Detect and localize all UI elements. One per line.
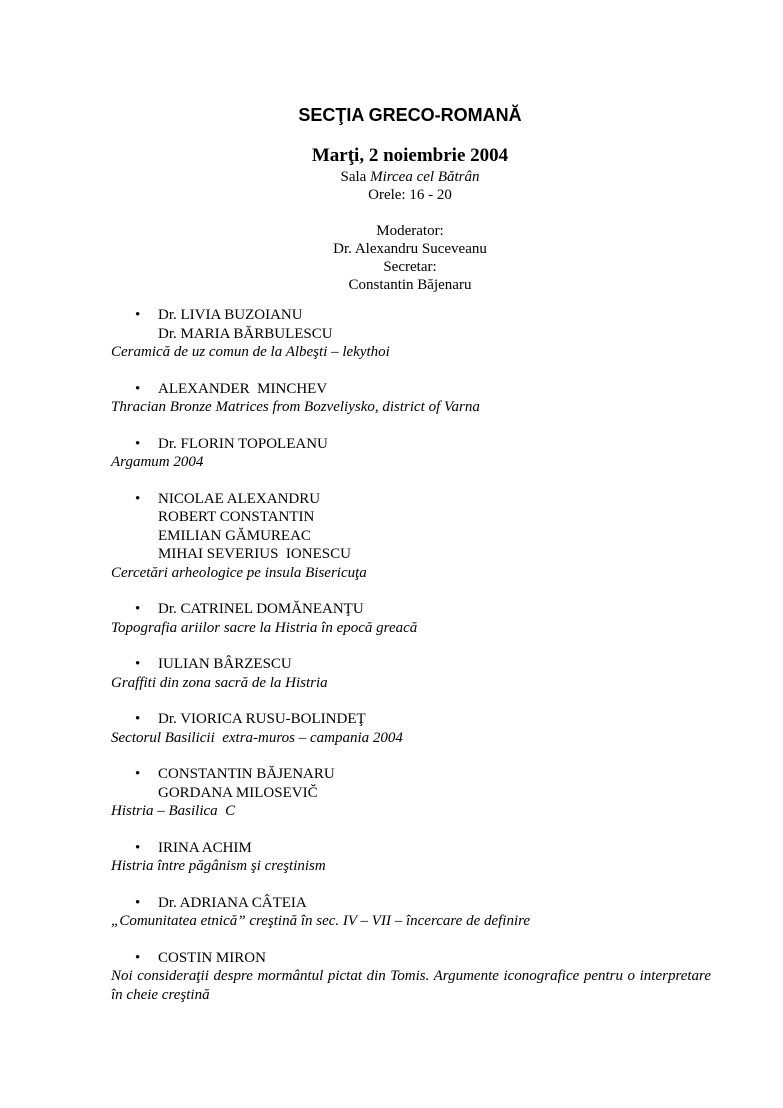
moderator-label: Moderator: bbox=[376, 223, 444, 239]
paper-entry bbox=[111, 655, 711, 692]
room-prefix: Sala bbox=[340, 169, 367, 185]
author-name: Dr. FLORIN TOPOLEANU bbox=[158, 435, 328, 452]
author-name: MIHAI SEVERIUS IONESCU bbox=[158, 546, 351, 562]
author-list bbox=[111, 894, 711, 913]
paper-title: Cercetări arheologice pe insula Bisericuţa bbox=[111, 564, 367, 581]
author-name: CONSTANTIN BĂJENARU bbox=[158, 766, 335, 782]
paper-title: Thracian Bronze Matrices from Bozveliysko, district of Varna bbox=[111, 399, 480, 415]
paper-title: Histria între păgânism şi creştinism bbox=[111, 858, 326, 874]
bullet-icon: • bbox=[135, 894, 141, 911]
paper-title: Ceramică de uz comun de la Albeşti – lekythoi bbox=[111, 344, 390, 360]
author-name: Dr. ADRIANA CÂTEIA bbox=[158, 894, 307, 911]
secretary-name: Constantin Băjenaru bbox=[348, 277, 472, 293]
session-date: Marţi, 2 noiembrie 2004 bbox=[311, 145, 509, 166]
moderator-name: Dr. Alexandru Suceveanu bbox=[333, 241, 487, 257]
paper-entry bbox=[111, 949, 715, 1005]
author-name: GORDANA MILOSEVIČ bbox=[158, 784, 318, 801]
author-list bbox=[111, 839, 711, 858]
bullet-icon: • bbox=[135, 656, 141, 672]
bullet-icon: • bbox=[135, 490, 141, 507]
author-name: EMILIAN GĂMUREAC bbox=[158, 527, 311, 544]
paper-entry bbox=[111, 710, 711, 747]
secretary-label: Secretar: bbox=[383, 259, 437, 275]
paper-entry bbox=[111, 600, 711, 637]
author-name: Dr. MARIA BĂRBULESCU bbox=[158, 325, 333, 342]
bullet-icon: • bbox=[135, 601, 141, 617]
paper-title: Topografia ariilor sacre la Histria în epocă greacă bbox=[111, 619, 418, 636]
author-name: IRINA ACHIM bbox=[158, 839, 252, 856]
author-name: Dr. LIVIA BUZOIANU bbox=[158, 307, 303, 323]
paper-entry bbox=[111, 894, 711, 931]
room-name: Mircea cel Bătrân bbox=[370, 169, 480, 185]
author-name: COSTIN MIRON bbox=[158, 949, 266, 966]
bullet-icon: • bbox=[135, 949, 141, 966]
paper-title: Histria – Basilica C bbox=[111, 803, 236, 819]
author-list bbox=[111, 380, 711, 399]
bullet-icon: • bbox=[135, 766, 141, 782]
author-list bbox=[111, 949, 711, 968]
bullet-icon: • bbox=[135, 435, 141, 452]
author-name: ROBERT CONSTANTIN bbox=[158, 509, 315, 525]
paper-entry bbox=[111, 380, 711, 417]
bullet-icon: • bbox=[135, 307, 141, 323]
bullet-icon: • bbox=[135, 380, 141, 397]
section-title: SECŢIA GRECO-ROMANĂ bbox=[298, 105, 522, 125]
author-list bbox=[111, 490, 711, 564]
author-list bbox=[111, 710, 711, 729]
session-header bbox=[0, 144, 783, 294]
paper-entry bbox=[111, 839, 711, 876]
author-name: NICOLAE ALEXANDRU bbox=[158, 490, 321, 507]
bullet-icon: • bbox=[135, 839, 141, 856]
author-name: IULIAN BÂRZESCU bbox=[158, 656, 292, 672]
paper-title: „Comunitatea etnică” creştină în sec. IV – VII – încercare de definire bbox=[111, 913, 531, 929]
author-list bbox=[111, 765, 711, 802]
session-hours: Orele: 16 - 20 bbox=[368, 187, 452, 203]
paper-entry bbox=[111, 306, 711, 362]
paper-list bbox=[111, 306, 715, 1004]
author-name: Dr. VIORICA RUSU-BOLINDEŢ bbox=[158, 711, 366, 727]
author-name: Dr. CATRINEL DOMĂNEANŢU bbox=[158, 601, 364, 617]
author-list bbox=[111, 655, 711, 674]
session-room bbox=[0, 168, 783, 186]
paper-title: Argamum 2004 bbox=[111, 454, 204, 470]
bullet-icon: • bbox=[135, 711, 141, 727]
paper-title: Noi consideraţii despre mormântul pictat din Tomis. Argumente iconografice pentru o interpretare în cheie creştină bbox=[111, 968, 715, 1003]
paper-title: Sectorul Basilicii extra-muros – campania 2004 bbox=[111, 729, 403, 746]
author-list bbox=[111, 306, 711, 343]
author-name: ALEXANDER MINCHEV bbox=[158, 380, 328, 397]
author-list bbox=[111, 600, 711, 619]
author-list bbox=[111, 435, 711, 454]
paper-entry bbox=[111, 490, 711, 583]
paper-entry bbox=[111, 435, 711, 472]
paper-entry bbox=[111, 765, 711, 821]
paper-title: Graffiti din zona sacră de la Histria bbox=[111, 674, 328, 691]
